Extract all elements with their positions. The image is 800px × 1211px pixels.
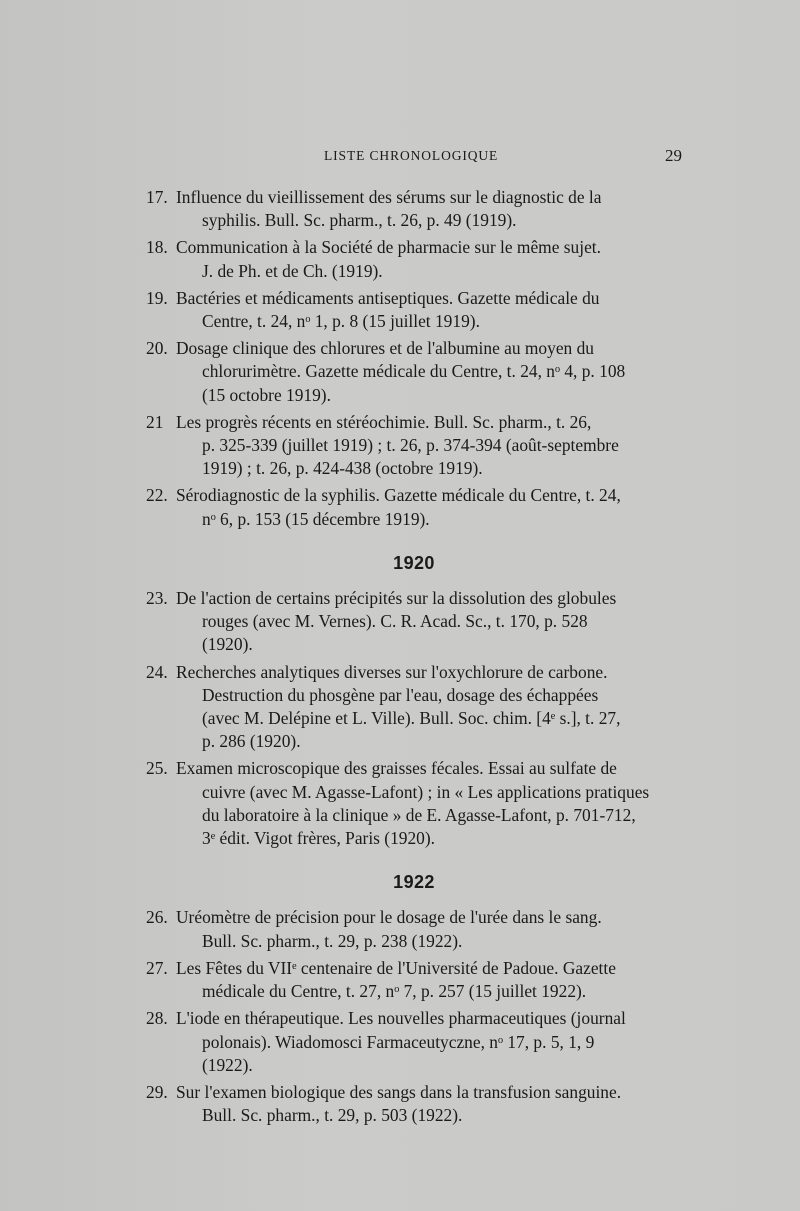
bibliography-entry (146, 411, 682, 481)
bibliography-list (146, 186, 682, 1131)
entry-line: nᵒ 6, p. 153 (15 décembre 1919). (202, 508, 430, 529)
entry-line: (1922). (202, 1054, 253, 1075)
entry-number: 24. (146, 661, 168, 682)
entry-line: Destruction du phosgène par l'eau, dosage des échappées (202, 684, 599, 705)
bibliography-entry (146, 1007, 682, 1077)
entry-line: Uréomètre de précision pour le dosage de l'urée dans le sang. (176, 907, 602, 928)
entry-number: 27. (146, 957, 168, 978)
entry-number: 20. (146, 338, 168, 359)
page-number: 29 (665, 146, 682, 165)
bibliography-entry (146, 236, 682, 282)
entry-line: Sur l'examen biologique des sangs dans la transfusion sanguine. (176, 1081, 622, 1102)
entry-line: Les Fêtes du VIIᵉ centenaire de l'Université de Padoue. Gazette (176, 957, 616, 978)
entry-line: 1919) ; t. 26, p. 424-438 (octobre 1919). (202, 458, 483, 479)
entry-line: Examen microscopique des graisses fécales. Essai au sulfate de (176, 758, 617, 779)
bibliography-entry (146, 287, 682, 333)
entry-number: 26. (146, 907, 168, 928)
bibliography-entry (146, 661, 682, 754)
entry-line: Bull. Sc. pharm., t. 29, p. 503 (1922). (202, 1105, 463, 1126)
bibliography-entry (146, 906, 682, 952)
bibliography-entry (146, 186, 682, 232)
entry-line: (1920). (202, 634, 253, 655)
entry-number: 25. (146, 758, 168, 779)
entry-number: 17. (146, 187, 168, 207)
bibliography-entry (146, 337, 682, 407)
entry-line: Centre, t. 24, nᵒ 1, p. 8 (15 juillet 1919). (202, 311, 480, 332)
entry-line: J. de Ph. et de Ch. (1919). (202, 260, 383, 281)
entry-line: Communication à la Société de pharmacie sur le même sujet. (176, 237, 601, 258)
entry-line: polonais). Wiadomosci Farmaceutyczne, nᵒ 17, p. 5, 1, 9 (202, 1031, 595, 1052)
entry-number: 22. (146, 485, 168, 506)
entry-line: cuivre (avec M. Agasse-Lafont) ; in « Les applications pratiques (202, 781, 650, 802)
entry-line: du laboratoire à la clinique » de E. Agasse-Lafont, p. 701-712, (202, 804, 636, 825)
entry-number: 28. (146, 1008, 168, 1029)
entry-line: (15 octobre 1919). (202, 384, 331, 405)
entry-number: 21 (146, 411, 164, 432)
entry-line: Recherches analytiques diverses sur l'oxychlorure de carbone. (176, 661, 608, 682)
entry-line: Bull. Sc. pharm., t. 29, p. 238 (1922). (202, 930, 463, 951)
entry-line: Dosage clinique des chlorures et de l'albumine au moyen du (176, 338, 594, 359)
year-heading: 1920 (393, 552, 435, 573)
entry-line: 3ᵉ édit. Vigot frères, Paris (1920). (202, 828, 435, 849)
bibliography-entry (146, 484, 682, 530)
entry-number: 19. (146, 287, 168, 308)
bibliography-entry (146, 1081, 682, 1127)
entry-line: Sérodiagnostic de la syphilis. Gazette médicale du Centre, t. 24, (176, 485, 621, 506)
entry-line: chlorurimètre. Gazette médicale du Centre, t. 24, nᵒ 4, p. 108 (202, 361, 626, 382)
bibliography-entry (146, 757, 682, 850)
entry-line: Bactéries et médicaments antiseptiques. Gazette médicale du (176, 287, 600, 308)
entry-line: rouges (avec M. Vernes). C. R. Acad. Sc., t. 170, p. 528 (202, 611, 588, 632)
running-head-title: LISTE CHRONOLOGIQUE (324, 148, 499, 163)
entry-line: p. 286 (1920). (202, 731, 301, 752)
year-heading: 1922 (393, 872, 435, 893)
entry-line: p. 325-339 (juillet 1919) ; t. 26, p. 374-394 (août-septembre (202, 435, 619, 456)
entry-line: De l'action de certains précipités sur la dissolution des globules (176, 588, 617, 609)
entry-line: médicale du Centre, t. 27, nᵒ 7, p. 257 (15 juillet 1922). (202, 981, 587, 1002)
bibliography-entry (146, 587, 682, 657)
entry-number: 29. (146, 1081, 168, 1102)
entry-line: Les progrès récents en stéréochimie. Bull. Sc. pharm., t. 26, (176, 411, 592, 432)
entry-line: syphilis. Bull. Sc. pharm., t. 26, p. 49 (1919). (202, 210, 517, 231)
entry-line: (avec M. Delépine et L. Ville). Bull. Soc. chim. [4ᵉ s.], t. 27, (202, 708, 621, 729)
entry-line: L'iode en thérapeutique. Les nouvelles pharmaceutiques (journal (176, 1008, 626, 1029)
bibliography-entry (146, 957, 682, 1003)
entry-number: 23. (146, 588, 168, 609)
entry-number: 18. (146, 237, 168, 258)
running-head (146, 146, 682, 170)
entry-line: Influence du vieillissement des sérums sur le diagnostic de la (176, 187, 602, 207)
